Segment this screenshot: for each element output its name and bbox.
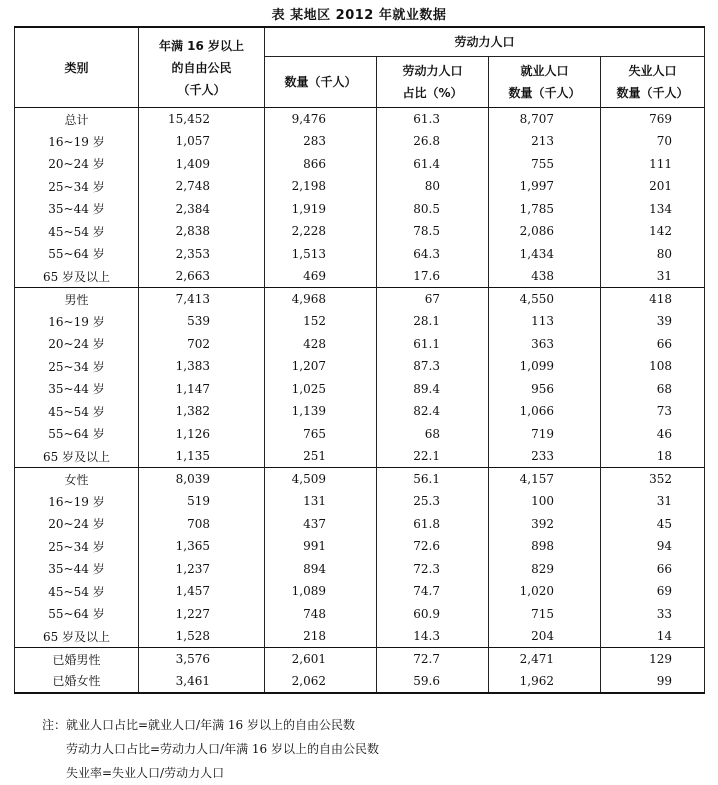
row-category: 65 岁及以上 (15, 265, 139, 288)
row-population: 1,409 (139, 153, 265, 176)
row-population: 3,576 (139, 648, 265, 671)
table-row (15, 513, 705, 536)
row-employed: 2,471 (489, 648, 601, 671)
row-category: 65 岁及以上 (15, 445, 139, 468)
row-labor-ratio: 61.3 (377, 108, 489, 131)
section-married (15, 648, 705, 693)
row-category: 女性 (15, 468, 139, 491)
row-category: 35~44 岁 (15, 198, 139, 221)
row-labor-count: 1,139 (265, 400, 377, 423)
row-unemployed: 99 (601, 670, 705, 693)
table-row (15, 355, 705, 378)
row-unemployed: 80 (601, 243, 705, 266)
row-labor-count: 131 (265, 490, 377, 513)
row-category: 35~44 岁 (15, 558, 139, 581)
table-row (15, 445, 705, 468)
row-labor-ratio: 56.1 (377, 468, 489, 491)
header-population-line: （千人） (177, 82, 226, 97)
row-labor-count: 218 (265, 625, 377, 648)
row-population: 1,227 (139, 603, 265, 626)
row-labor-ratio: 82.4 (377, 400, 489, 423)
row-labor-count: 866 (265, 153, 377, 176)
row-employed: 1,066 (489, 400, 601, 423)
row-population: 1,365 (139, 535, 265, 558)
row-population: 1,457 (139, 580, 265, 603)
table-row (15, 153, 705, 176)
table-row (15, 288, 705, 311)
row-labor-ratio: 68 (377, 423, 489, 446)
row-labor-count: 991 (265, 535, 377, 558)
table-row (15, 333, 705, 356)
row-labor-count: 469 (265, 265, 377, 288)
row-unemployed: 45 (601, 513, 705, 536)
header-line: 占比（%） (402, 86, 463, 100)
row-employed: 213 (489, 130, 601, 153)
row-employed: 1,785 (489, 198, 601, 221)
section-female (15, 468, 705, 648)
row-population: 1,057 (139, 130, 265, 153)
row-category: 总计 (15, 108, 139, 131)
row-category: 已婚男性 (15, 648, 139, 671)
row-labor-ratio: 59.6 (377, 670, 489, 693)
row-employed: 363 (489, 333, 601, 356)
row-unemployed: 31 (601, 265, 705, 288)
table-row (15, 423, 705, 446)
row-category: 16~19 岁 (15, 490, 139, 513)
row-labor-ratio: 26.8 (377, 130, 489, 153)
row-unemployed: 352 (601, 468, 705, 491)
row-employed: 719 (489, 423, 601, 446)
header-labor-count (265, 57, 377, 108)
row-employed: 204 (489, 625, 601, 648)
row-employed: 1,099 (489, 355, 601, 378)
header-line: 就业人口 (520, 64, 569, 78)
row-employed: 956 (489, 378, 601, 401)
row-unemployed: 66 (601, 558, 705, 581)
row-labor-ratio: 61.8 (377, 513, 489, 536)
header-unemployed (601, 57, 705, 108)
table-row (15, 670, 705, 693)
table-row (15, 175, 705, 198)
header-line: 劳动力人口 (402, 64, 463, 78)
row-employed: 113 (489, 310, 601, 333)
row-population: 539 (139, 310, 265, 333)
section-male (15, 288, 705, 468)
row-employed: 898 (489, 535, 601, 558)
row-labor-count: 2,228 (265, 220, 377, 243)
row-population: 1,382 (139, 400, 265, 423)
row-labor-count: 2,062 (265, 670, 377, 693)
row-population: 1,147 (139, 378, 265, 401)
table-row (15, 310, 705, 333)
table-row (15, 108, 705, 131)
row-labor-count: 4,509 (265, 468, 377, 491)
row-labor-ratio: 60.9 (377, 603, 489, 626)
row-population: 2,384 (139, 198, 265, 221)
footnote-3: 失业率=失业人口/劳动力人口 (66, 766, 225, 780)
row-population: 1,237 (139, 558, 265, 581)
row-population: 15,452 (139, 108, 265, 131)
row-unemployed: 39 (601, 310, 705, 333)
row-labor-count: 1,089 (265, 580, 377, 603)
row-labor-ratio: 72.7 (377, 648, 489, 671)
table-row (15, 378, 705, 401)
header-labor-group: 劳动力人口 (265, 27, 705, 57)
row-unemployed: 111 (601, 153, 705, 176)
row-category: 20~24 岁 (15, 513, 139, 536)
row-labor-count: 1,207 (265, 355, 377, 378)
table-row (15, 468, 705, 491)
row-population: 2,838 (139, 220, 265, 243)
row-unemployed: 134 (601, 198, 705, 221)
row-labor-count: 765 (265, 423, 377, 446)
row-employed: 1,962 (489, 670, 601, 693)
row-employed: 715 (489, 603, 601, 626)
row-population: 708 (139, 513, 265, 536)
row-category: 16~19 岁 (15, 130, 139, 153)
table-header (15, 27, 705, 108)
row-labor-count: 437 (265, 513, 377, 536)
header-population-line: 年满 16 岁以上 (158, 38, 245, 53)
row-population: 1,383 (139, 355, 265, 378)
employment-table (14, 26, 705, 694)
row-category: 45~54 岁 (15, 220, 139, 243)
row-labor-ratio: 72.3 (377, 558, 489, 581)
table-row (15, 535, 705, 558)
header-population-line: 的自由公民 (171, 60, 232, 75)
row-unemployed: 769 (601, 108, 705, 131)
row-labor-count: 152 (265, 310, 377, 333)
row-unemployed: 108 (601, 355, 705, 378)
row-unemployed: 201 (601, 175, 705, 198)
row-population: 1,135 (139, 445, 265, 468)
footnote-2: 劳动力人口占比=劳动力人口/年满 16 岁以上的自由公民数 (66, 742, 379, 756)
table-row (15, 603, 705, 626)
row-employed: 392 (489, 513, 601, 536)
row-population: 519 (139, 490, 265, 513)
row-labor-count: 2,198 (265, 175, 377, 198)
row-unemployed: 418 (601, 288, 705, 311)
row-labor-ratio: 25.3 (377, 490, 489, 513)
row-employed: 2,086 (489, 220, 601, 243)
row-employed: 755 (489, 153, 601, 176)
row-labor-ratio: 80.5 (377, 198, 489, 221)
row-category: 16~19 岁 (15, 310, 139, 333)
row-population: 8,039 (139, 468, 265, 491)
row-unemployed: 94 (601, 535, 705, 558)
row-labor-ratio: 87.3 (377, 355, 489, 378)
row-labor-ratio: 22.1 (377, 445, 489, 468)
row-labor-count: 2,601 (265, 648, 377, 671)
row-labor-count: 283 (265, 130, 377, 153)
row-category: 已婚女性 (15, 670, 139, 693)
row-labor-ratio: 61.1 (377, 333, 489, 356)
header-line: 失业人口 (628, 64, 677, 78)
row-category: 65 岁及以上 (15, 625, 139, 648)
header-line: 数量（千人） (284, 75, 357, 89)
row-unemployed: 33 (601, 603, 705, 626)
row-population: 2,353 (139, 243, 265, 266)
header-employed (489, 57, 601, 108)
row-unemployed: 73 (601, 400, 705, 423)
row-employed: 1,020 (489, 580, 601, 603)
table-row (15, 648, 705, 671)
row-category: 55~64 岁 (15, 243, 139, 266)
row-employed: 8,707 (489, 108, 601, 131)
row-unemployed: 31 (601, 490, 705, 513)
row-labor-ratio: 61.4 (377, 153, 489, 176)
row-labor-count: 1,025 (265, 378, 377, 401)
row-category: 45~54 岁 (15, 580, 139, 603)
row-employed: 100 (489, 490, 601, 513)
row-category: 25~34 岁 (15, 175, 139, 198)
row-unemployed: 142 (601, 220, 705, 243)
table-title: 表 某地区 2012 年就业数据 (271, 8, 447, 23)
table-row (15, 558, 705, 581)
row-unemployed: 70 (601, 130, 705, 153)
row-population: 2,748 (139, 175, 265, 198)
row-employed: 438 (489, 265, 601, 288)
row-employed: 233 (489, 445, 601, 468)
row-category: 45~54 岁 (15, 400, 139, 423)
row-unemployed: 66 (601, 333, 705, 356)
row-unemployed: 18 (601, 445, 705, 468)
table-row (15, 625, 705, 648)
header-labor-ratio (377, 57, 489, 108)
row-labor-count: 1,513 (265, 243, 377, 266)
row-labor-ratio: 78.5 (377, 220, 489, 243)
row-unemployed: 46 (601, 423, 705, 446)
row-unemployed: 14 (601, 625, 705, 648)
row-category: 男性 (15, 288, 139, 311)
footnote-1: 注：就业人口占比=就业人口/年满 16 岁以上的自由公民数 (42, 718, 355, 732)
row-population: 2,663 (139, 265, 265, 288)
row-labor-ratio: 80 (377, 175, 489, 198)
row-unemployed: 68 (601, 378, 705, 401)
row-labor-ratio: 17.6 (377, 265, 489, 288)
row-employed: 829 (489, 558, 601, 581)
row-category: 20~24 岁 (15, 153, 139, 176)
footnotes (42, 713, 379, 785)
row-employed: 1,434 (489, 243, 601, 266)
table-row (15, 265, 705, 288)
row-labor-ratio: 67 (377, 288, 489, 311)
row-unemployed: 69 (601, 580, 705, 603)
row-labor-count: 894 (265, 558, 377, 581)
row-population: 702 (139, 333, 265, 356)
row-population: 1,126 (139, 423, 265, 446)
table-row (15, 580, 705, 603)
row-labor-count: 251 (265, 445, 377, 468)
row-category: 35~44 岁 (15, 378, 139, 401)
row-labor-ratio: 28.1 (377, 310, 489, 333)
row-employed: 4,550 (489, 288, 601, 311)
row-unemployed: 129 (601, 648, 705, 671)
table-row (15, 243, 705, 266)
table-row (15, 490, 705, 513)
row-population: 7,413 (139, 288, 265, 311)
row-population: 1,528 (139, 625, 265, 648)
header-line: 数量（千人） (616, 86, 689, 100)
row-category: 25~34 岁 (15, 535, 139, 558)
header-category: 类别 (15, 27, 139, 108)
row-category: 55~64 岁 (15, 423, 139, 446)
row-labor-count: 9,476 (265, 108, 377, 131)
row-labor-ratio: 14.3 (377, 625, 489, 648)
row-labor-ratio: 64.3 (377, 243, 489, 266)
row-labor-count: 1,919 (265, 198, 377, 221)
row-category: 20~24 岁 (15, 333, 139, 356)
row-labor-ratio: 72.6 (377, 535, 489, 558)
header-line: 数量（千人） (508, 86, 581, 100)
table-row (15, 400, 705, 423)
row-labor-ratio: 74.7 (377, 580, 489, 603)
row-labor-count: 748 (265, 603, 377, 626)
table-row (15, 198, 705, 221)
row-labor-ratio: 89.4 (377, 378, 489, 401)
table-row (15, 220, 705, 243)
table-row (15, 130, 705, 153)
row-labor-count: 428 (265, 333, 377, 356)
row-labor-count: 4,968 (265, 288, 377, 311)
row-category: 55~64 岁 (15, 603, 139, 626)
header-population (139, 27, 265, 108)
row-population: 3,461 (139, 670, 265, 693)
row-employed: 4,157 (489, 468, 601, 491)
row-employed: 1,997 (489, 175, 601, 198)
section-total (15, 108, 705, 288)
row-category: 25~34 岁 (15, 355, 139, 378)
